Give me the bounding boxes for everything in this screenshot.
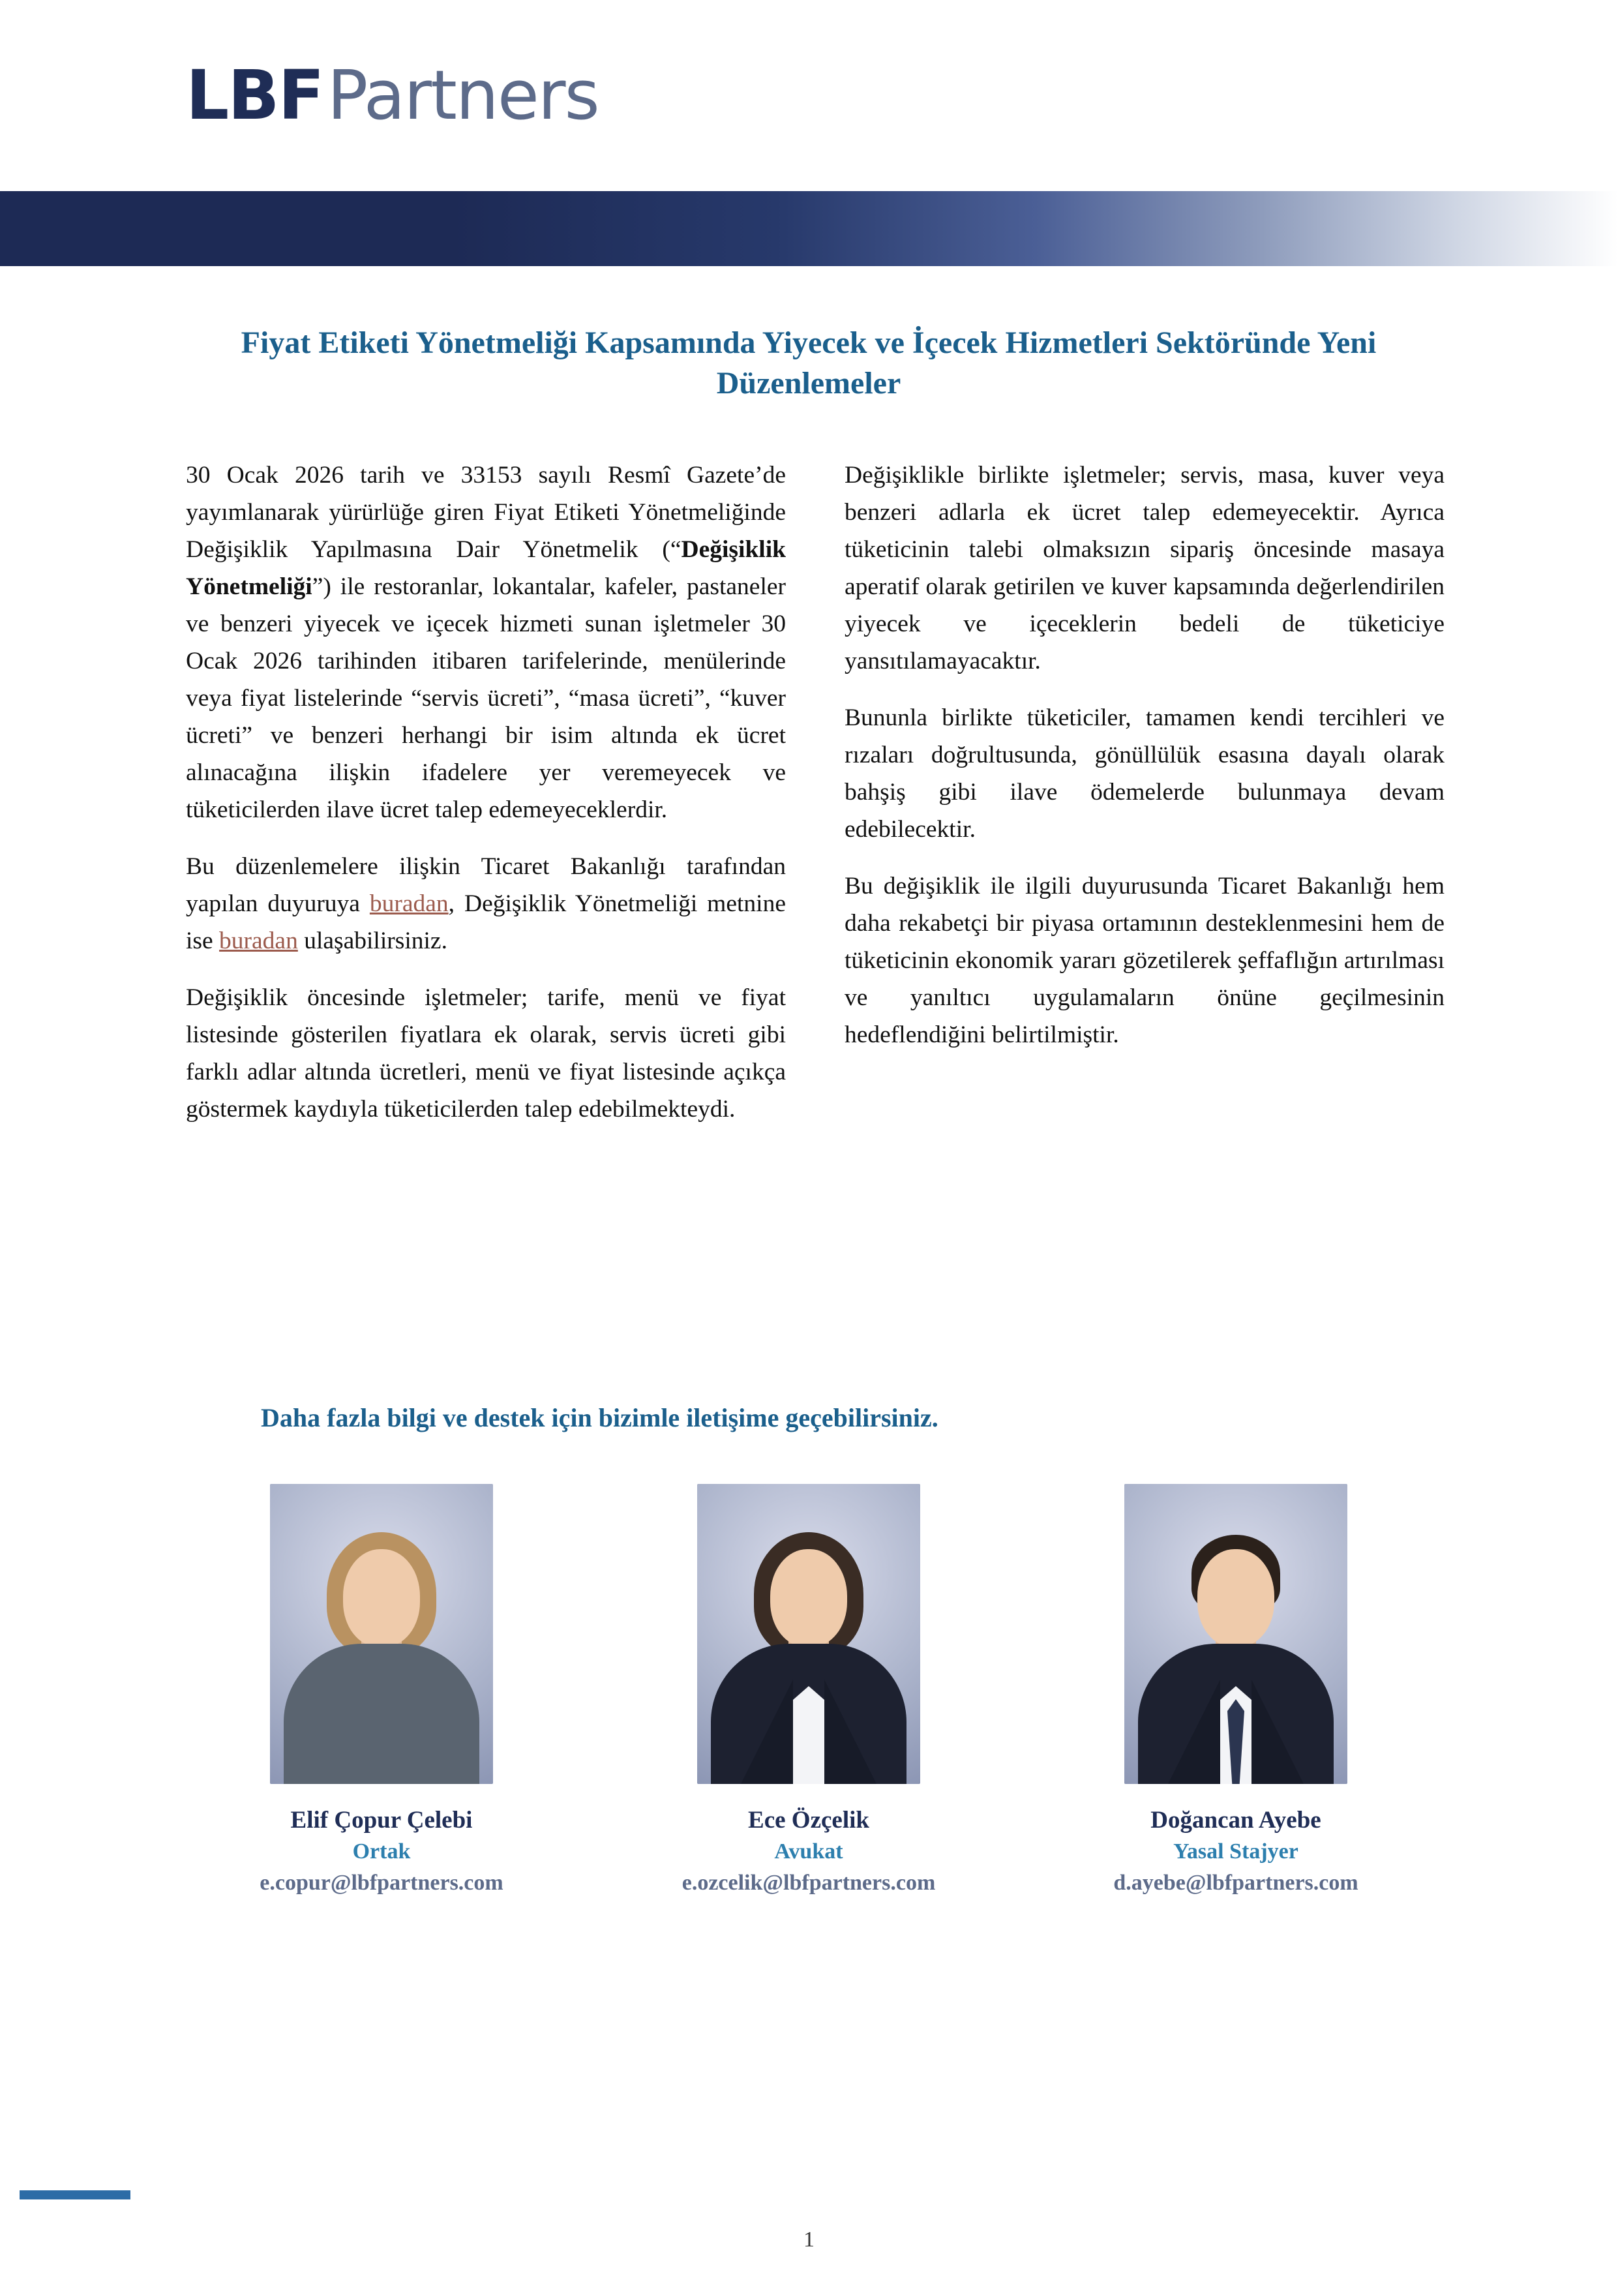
paragraph-links-part3: ulaşabilirsiniz.: [297, 928, 447, 954]
paragraph-new-rules: Değişiklikle birlikte işletmeler; servis, masa, kuver veya benzeri adlarla ek ücret talep edemeyecektir. Ayrıca tüketicinin talebi olmaksızın sipariş öncesinde masaya aperatif olarak getirilen ve kuver kapsamında değerlendirilen yiyecek ve içeceklerin bedeli de tüketiciye yansıtılamayacaktır.: [845, 462, 1445, 674]
brand-logo: [186, 55, 599, 135]
logo-lbf-text: LBF: [186, 55, 323, 135]
body-right-column: [845, 457, 1445, 1073]
person-email[interactable]: e.copur@lbfpartners.com: [260, 1871, 503, 1895]
person-email[interactable]: e.ozcelik@lbfpartners.com: [682, 1871, 936, 1895]
paragraph-intro-bold: Değişiklik Yönetmeliği: [186, 536, 786, 600]
paragraph-intro-part2: ”) ile restoranlar, lokantalar, kafeler, pastaneler ve benzeri yiyecek ve içecek hizmeti sunan işletmeler 30 Ocak 2026 tarihinden itibaren tarifelerinde, menülerinde veya fiyat listelerinde “servis ücreti”, “masa ücreti”, “kuver ücreti” ve benzeri herhangi bir isim altında ek ücret alınacağına ilişkin ifadelere yer veremeyecek ve tüketicilerden ilave ücret talep edemeyeceklerdir.: [186, 573, 786, 823]
person-name: Elif Çopur Çelebi: [290, 1807, 473, 1834]
person-role: Yasal Stajyer: [1173, 1839, 1298, 1864]
person-card: [186, 1484, 577, 1896]
paragraph-intro-part1: 30 Ocak 2026 tarih ve 33153 sayılı Resmî Gazete’de yayımlanarak yürürlüğe giren Fiyat Etiketi Yönetmeliğinde Değişiklik Yapılmasına Dair Yönetmelik (“: [186, 462, 786, 563]
paragraph-links: [186, 848, 786, 959]
paragraph-links-part2: , Değişiklik Yönetmeliği metnine ise: [186, 890, 786, 954]
regulation-text-link[interactable]: buradan: [219, 928, 298, 954]
logo-partners-text: Partners: [327, 55, 599, 135]
header-gradient-band: [0, 191, 1618, 266]
paragraph-tipping: Bununla birlikte tüketiciler, tamamen kendi tercihleri ve rızaları doğrultusunda, gönüllülük esasına dayalı olarak bahşiş gibi ilave ödemelerde bulunmaya devam edebilecektir.: [845, 704, 1445, 843]
announcement-link[interactable]: buradan: [369, 890, 449, 917]
contact-call-to-action: Daha fazla bilgi ve destek için bizimle iletişime geçebilirsiniz.: [261, 1403, 938, 1432]
paragraph-before-change: Değişiklik öncesinde işletmeler; tarife, menü ve fiyat listesinde gösterilen fiyatlara ek olarak, servis ücreti gibi farklı adlar altında ücretleri, menü ve fiyat listesinde açıkça göstermek kaydıyla tüketicilerden talep edebilmekteydi.: [186, 984, 786, 1123]
footer-accent-bar: [20, 2190, 130, 2199]
person-card: [613, 1484, 1004, 1896]
paragraph-intro: [186, 457, 786, 828]
avatar: [697, 1484, 920, 1784]
body-left-column: [186, 457, 786, 1147]
avatar: [1124, 1484, 1347, 1784]
page-number: 1: [803, 2228, 815, 2252]
paragraph-ministry-statement: Bu değişiklik ile ilgili duyurusunda Ticaret Bakanlığı hem daha rekabetçi bir piyasa ortamının desteklenmesini hem de tüketicinin ekonomik yararı gözetilerek şeffaflığın artırılması ve yanıltıcı uygulamaların önüne geçilmesinin hedeflendiğini belirtilmiştir.: [845, 873, 1445, 1048]
paragraph-links-part1: Bu düzenlemelere ilişkin Ticaret Bakanlığı tarafından yapılan duyuruya: [186, 853, 786, 917]
person-email[interactable]: d.ayebe@lbfpartners.com: [1113, 1871, 1358, 1895]
person-name: Doğancan Ayebe: [1150, 1807, 1321, 1834]
avatar: [270, 1484, 493, 1784]
person-role: Avukat: [774, 1839, 843, 1864]
person-role: Ortak: [352, 1839, 411, 1864]
contact-people-row: [186, 1484, 1431, 1896]
person-card: [1040, 1484, 1431, 1896]
page-title: Fiyat Etiketi Yönetmeliği Kapsamında Yiyecek ve İçecek Hizmetleri Sektöründe Yeni Düzenlemeler: [241, 325, 1377, 401]
person-name: Ece Özçelik: [748, 1807, 869, 1834]
